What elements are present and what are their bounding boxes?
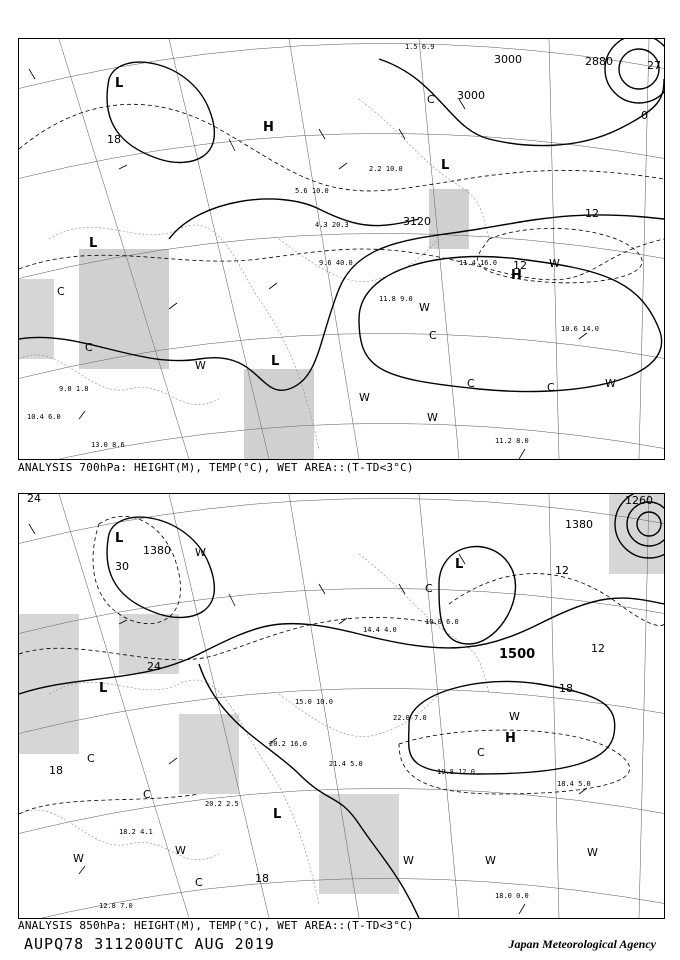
- low-pressure-center: L: [441, 158, 450, 173]
- contour-label: 1380: [143, 544, 171, 557]
- contour-label: 12: [585, 207, 599, 220]
- contour-label: 12: [555, 564, 569, 577]
- station-obs: 20.2 2.5: [205, 800, 239, 808]
- high-pressure-center: H: [263, 120, 274, 135]
- contour-label: 18: [107, 133, 121, 146]
- station-obs: 9.6 40.0: [319, 259, 353, 267]
- cold-mark: C: [467, 377, 475, 390]
- station-obs: 10.0 6.0: [425, 618, 459, 626]
- station-obs: 11.2 8.0: [495, 437, 529, 445]
- cold-mark: C: [477, 746, 485, 759]
- cold-mark: C: [429, 329, 437, 342]
- contour-label: 12: [513, 259, 527, 272]
- station-obs: 5.6 10.0: [295, 187, 329, 195]
- coastline: [19, 554, 489, 904]
- wet-area-stipple: [19, 189, 469, 459]
- contour-label: 1380: [565, 518, 593, 531]
- warm-mark: W: [403, 854, 414, 867]
- map-700hpa: [19, 39, 664, 459]
- low-pressure-center: L: [115, 76, 124, 91]
- contour-label: 30: [115, 560, 129, 573]
- low-pressure-center: L: [99, 681, 108, 696]
- contour-label: 3000: [457, 89, 485, 102]
- station-obs: 20.2 16.0: [269, 740, 307, 748]
- contour-label: 2880: [585, 55, 613, 68]
- contour-label: 27: [647, 59, 661, 72]
- contour-label: 3120: [403, 215, 431, 228]
- warm-mark: W: [195, 546, 206, 559]
- station-obs: 19.8 12.0: [437, 768, 475, 776]
- station-obs: 22.0 7.0: [393, 714, 427, 722]
- low-pressure-center: L: [455, 557, 464, 572]
- warm-mark: W: [195, 359, 206, 372]
- contour-label: 18: [559, 682, 573, 695]
- station-obs: 15.0 10.0: [295, 698, 333, 706]
- chart-panel-700hpa: [18, 38, 665, 460]
- station-obs: 11.4 16.0: [459, 259, 497, 267]
- station-obs: 11.8 9.0: [379, 295, 413, 303]
- cold-mark: C: [425, 582, 433, 595]
- warm-mark: W: [427, 411, 438, 424]
- wind-barbs: [29, 524, 587, 914]
- warm-mark: W: [359, 391, 370, 404]
- cold-mark: C: [195, 876, 203, 889]
- station-obs: 21.4 5.0: [329, 760, 363, 768]
- warm-mark: W: [509, 710, 520, 723]
- warm-mark: W: [175, 844, 186, 857]
- warm-mark: W: [587, 846, 598, 859]
- high-pressure-center: H: [505, 731, 516, 746]
- cold-mark: C: [427, 93, 435, 106]
- cold-mark: C: [85, 341, 93, 354]
- agency-name: Japan Meteorological Agency: [508, 937, 656, 951]
- station-obs: 18.4 5.0: [557, 780, 591, 788]
- contour-label: 18: [255, 872, 269, 885]
- panel-caption-700hpa: ANALYSIS 700hPa: HEIGHT(M), TEMP(°C), WET AREA::(T-TD<3°C): [18, 461, 414, 474]
- low-pressure-center: L: [271, 354, 280, 369]
- contour-label: 1260: [625, 494, 653, 507]
- warm-mark: W: [419, 301, 430, 314]
- map-850hpa: [19, 494, 664, 918]
- contour-label: 12: [591, 642, 605, 655]
- station-obs: 4.3 20.3: [315, 221, 349, 229]
- contour-label: 1500: [499, 647, 536, 662]
- warm-mark: W: [549, 257, 560, 270]
- warm-mark: W: [73, 852, 84, 865]
- low-pressure-center: L: [273, 807, 282, 822]
- station-obs: 2.2 10.0: [369, 165, 403, 173]
- station-obs: 10.4 6.0: [27, 413, 61, 421]
- low-pressure-center: L: [89, 236, 98, 251]
- contour-label: 24: [27, 494, 41, 505]
- contour-label: 3000: [494, 53, 522, 66]
- contour-label: 24: [147, 660, 161, 673]
- chart-panel-850hpa: [18, 493, 665, 919]
- station-obs: 9.0 1.8: [59, 385, 89, 393]
- panel-caption-850hpa: ANALYSIS 850hPa: HEIGHT(M), TEMP(°C), WET AREA::(T-TD<3°C): [18, 919, 414, 932]
- bulletin-code: AUPQ78 311200UTC AUG 2019: [24, 935, 275, 953]
- station-obs: 13.0 8.6: [91, 441, 125, 449]
- cold-mark: C: [57, 285, 65, 298]
- station-obs: 10.6 14.0: [561, 325, 599, 333]
- contour-label: 0: [641, 109, 648, 122]
- station-obs: 12.8 7.0: [99, 902, 133, 910]
- low-pressure-center: L: [115, 531, 124, 546]
- station-obs: 18.2 4.1: [119, 828, 153, 836]
- cold-mark: C: [87, 752, 95, 765]
- contour-label: 18: [49, 764, 63, 777]
- high-pressure-center: H: [511, 268, 522, 283]
- cold-mark: C: [547, 381, 555, 394]
- station-obs: 14.4 4.0: [363, 626, 397, 634]
- cold-mark: C: [143, 788, 151, 801]
- station-obs: 18.0 0.0: [495, 892, 529, 900]
- warm-mark: W: [605, 377, 616, 390]
- warm-mark: W: [485, 854, 496, 867]
- station-obs: 1.5 6.9: [405, 43, 435, 51]
